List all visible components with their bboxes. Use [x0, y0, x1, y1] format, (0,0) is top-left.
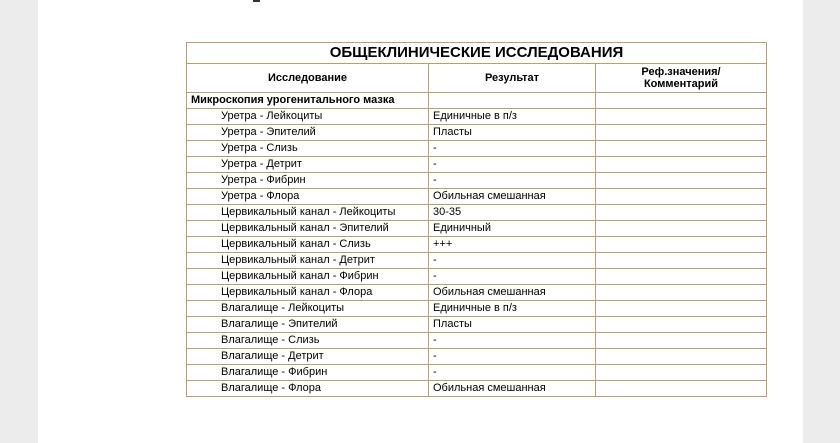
- result-cell: -: [429, 141, 596, 157]
- result-cell: Обильная смешанная: [429, 189, 596, 205]
- lab-results-table: [186, 42, 767, 397]
- reference-cell: [596, 141, 767, 157]
- reference-cell: [596, 285, 767, 301]
- test-name-cell: Влагалище - Фибрин: [187, 365, 429, 381]
- column-header-result: Результат: [429, 64, 596, 93]
- table-row: [187, 157, 767, 173]
- test-name-cell: Цервикальный канал - Слизь: [187, 237, 429, 253]
- result-cell: Пласты: [429, 125, 596, 141]
- reference-cell: [596, 173, 767, 189]
- result-cell: +++: [429, 237, 596, 253]
- test-name-cell: Влагалище - Детрит: [187, 349, 429, 365]
- section-row: [187, 93, 767, 109]
- result-cell: -: [429, 333, 596, 349]
- test-name-cell: Влагалище - Лейкоциты: [187, 301, 429, 317]
- table-row: [187, 333, 767, 349]
- table-title: ОБЩЕКЛИНИЧЕСКИЕ ИССЛЕДОВАНИЯ: [187, 43, 767, 64]
- column-header-reference: Реф.значения/ Комментарий: [596, 64, 767, 93]
- table-row: [187, 189, 767, 205]
- result-cell: -: [429, 349, 596, 365]
- table-row: [187, 141, 767, 157]
- result-cell: Пласты: [429, 317, 596, 333]
- reference-cell: [596, 221, 767, 237]
- reference-cell: [596, 381, 767, 397]
- table-row: [187, 205, 767, 221]
- section-ref-cell: [596, 93, 767, 109]
- table-row: [187, 253, 767, 269]
- table-row: [187, 317, 767, 333]
- test-name-cell: Уретра - Детрит: [187, 157, 429, 173]
- reference-cell: [596, 157, 767, 173]
- test-name-cell: Цервикальный канал - Фибрин: [187, 269, 429, 285]
- result-cell: Обильная смешанная: [429, 381, 596, 397]
- page-artifact: [253, 0, 260, 2]
- test-name-cell: Цервикальный канал - Лейкоциты: [187, 205, 429, 221]
- table-row: [187, 285, 767, 301]
- result-cell: Единичные в п/з: [429, 301, 596, 317]
- test-name-cell: Цервикальный канал - Детрит: [187, 253, 429, 269]
- test-name-cell: Уретра - Слизь: [187, 141, 429, 157]
- title-row: [187, 43, 767, 64]
- test-name-cell: Уретра - Флора: [187, 189, 429, 205]
- reference-cell: [596, 317, 767, 333]
- table-row: [187, 109, 767, 125]
- table-row: [187, 365, 767, 381]
- reference-cell: [596, 301, 767, 317]
- test-name-cell: Уретра - Лейкоциты: [187, 109, 429, 125]
- table-row: [187, 237, 767, 253]
- reference-cell: [596, 269, 767, 285]
- table-row: [187, 173, 767, 189]
- test-name-cell: Уретра - Эпителий: [187, 125, 429, 141]
- header-row: [187, 64, 767, 93]
- result-cell: Единичные в п/з: [429, 109, 596, 125]
- reference-cell: [596, 109, 767, 125]
- result-cell: 30-35: [429, 205, 596, 221]
- test-name-cell: Влагалище - Эпителий: [187, 317, 429, 333]
- table-row: [187, 125, 767, 141]
- test-name-cell: Цервикальный канал - Эпителий: [187, 221, 429, 237]
- test-name-cell: Влагалище - Флора: [187, 381, 429, 397]
- section-result-cell: [429, 93, 596, 109]
- result-cell: -: [429, 365, 596, 381]
- table-row: [187, 269, 767, 285]
- result-cell: -: [429, 157, 596, 173]
- reference-cell: [596, 237, 767, 253]
- result-cell: -: [429, 253, 596, 269]
- reference-cell: [596, 125, 767, 141]
- result-cell: Единичный: [429, 221, 596, 237]
- result-cell: -: [429, 173, 596, 189]
- result-cell: Обильная смешанная: [429, 285, 596, 301]
- test-name-cell: Уретра - Фибрин: [187, 173, 429, 189]
- document-page: [38, 0, 803, 443]
- reference-cell: [596, 333, 767, 349]
- column-header-test: Исследование: [187, 64, 429, 93]
- table-row: [187, 221, 767, 237]
- result-cell: -: [429, 269, 596, 285]
- reference-cell: [596, 189, 767, 205]
- reference-cell: [596, 349, 767, 365]
- test-name-cell: Влагалище - Слизь: [187, 333, 429, 349]
- table-row: [187, 381, 767, 397]
- table-row: [187, 301, 767, 317]
- reference-cell: [596, 253, 767, 269]
- reference-cell: [596, 205, 767, 221]
- table-row: [187, 349, 767, 365]
- test-name-cell: Цервикальный канал - Флора: [187, 285, 429, 301]
- reference-cell: [596, 365, 767, 381]
- section-title: Микроскопия урогенитального мазка: [187, 93, 429, 109]
